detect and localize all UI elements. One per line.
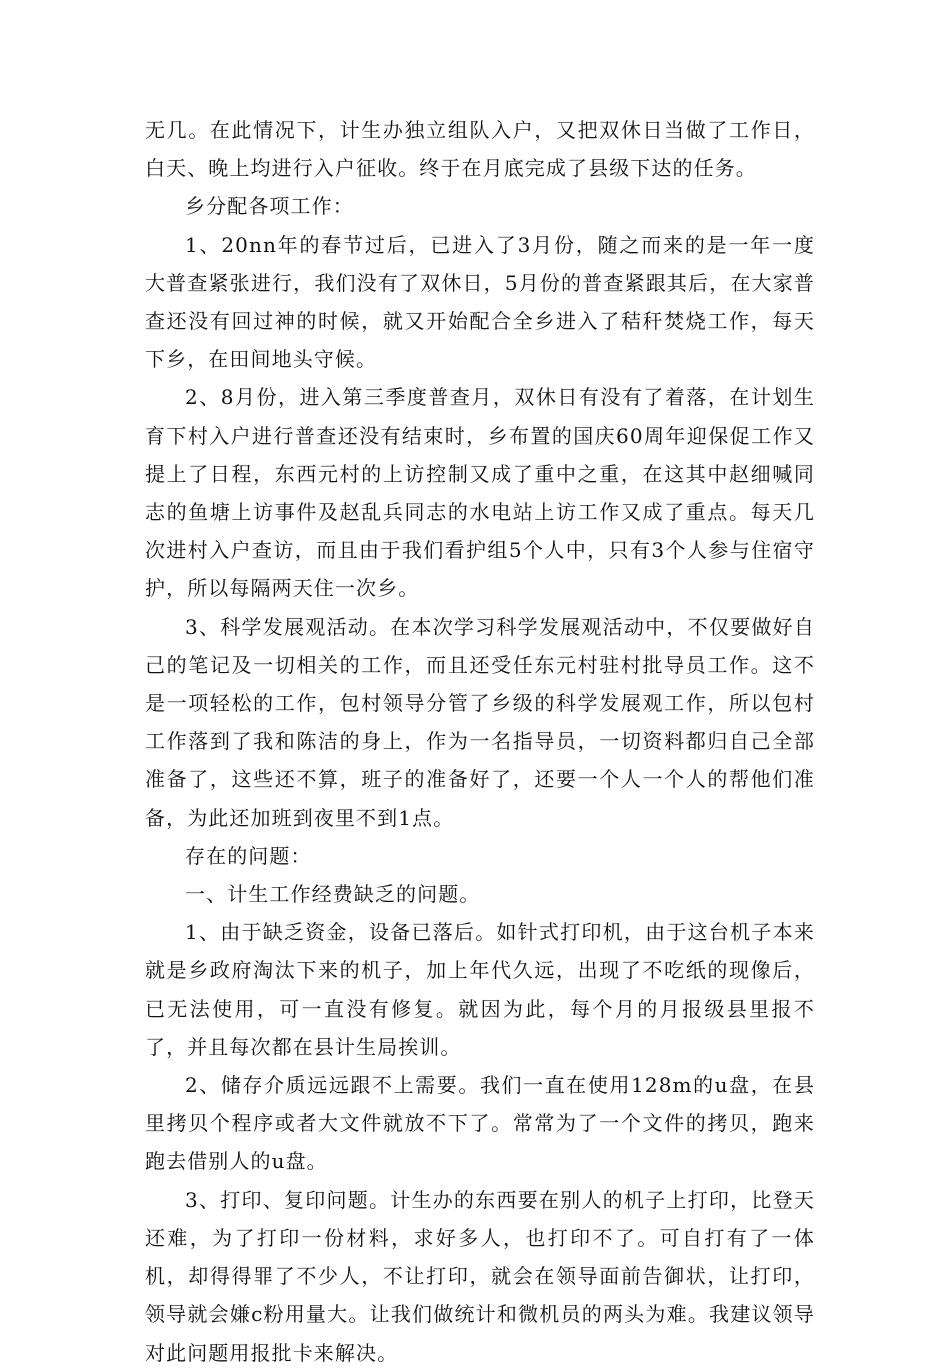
paragraph-item-scientific-development: 3、科学发展观活动。在本次学习科学发展观活动中，不仅要做好自己的笔记及一切相关的工作，而且还受任东元村驻村批导员工作。这不是一项轻松的工作，包村领导分管了乡级的科学发展观工作，所以包村工作落到了我和陈洁的身上，作为一名指导员，一切资料都归自己全部准备了，这些还不算，班子的准备好了，还要一个人一个人的帮他们准备，为此还加班到夜里不到1点。 xyxy=(145,614,815,830)
paragraph-item-storage: 2、储存介质远远跟不上需要。我们一直在使用128m的u盘，在县里拷贝个程序或者大文件就放不下了。常常为了一个文件的拷贝，跑来跑去借别人的u盘。 xyxy=(145,1073,815,1174)
paragraph-item-printing: 3、打印、复印问题。计生办的东西要在别人的机子上打印，比登天还难，为了打印一份材料，求好多人，也打印不了。可自打有了一体机，却得得罪了不少人，不让打印，就会在领导面前告御状，让打印，领导就会嫌c粉用量大。让我们做统计和微机员的两头为难。我建议领导对此问题用报批卡来解决。 xyxy=(145,1187,815,1365)
document-body xyxy=(145,111,815,1372)
subheading-funding-shortage: 一、计生工作经费缺乏的问题。 xyxy=(185,882,481,907)
section-heading-problems: 存在的问题： xyxy=(185,843,312,868)
paragraph-continuation: 无几。在此情况下，计生办独立组队入户，又把双休日当做了工作日，白天、晚上均进行入户征收。终于在月底完成了县级下达的任务。 xyxy=(145,118,815,181)
paragraph-item-spring-census: 1、20nn年的春节过后，已进入了3月份，随之而来的是一年一度大普查紧张进行，我们没有了双休日，5月份的普查紧跟其后，在大家普查还没有回过神的时候，就又开始配合全乡进入了秸秆焚烧工作，每天下乡，在田间地头守候。 xyxy=(145,232,815,372)
paragraph-item-third-quarter: 2、8月份，进入第三季度普查月，双休日有没有了着落，在计划生育下村入户进行普查还没有结束时，乡布置的国庆60周年迎保促工作又提上了日程，东西元村的上访控制又成了重中之重，在这其中赵细喊同志的鱼塘上访事件及赵乱兵同志的水电站上访工作又成了重点。每天几次进村入户查访，而且由于我们看护组5个人中，只有3个人参与住宿守护，所以每隔两天住一次乡。 xyxy=(145,385,815,601)
section-heading-township-work: 乡分配各项工作： xyxy=(185,194,354,219)
paragraph-item-equipment: 1、由于缺乏资金，设备已落后。如针式打印机，由于这台机子本来就是乡政府淘汰下来的机子，加上年代久远，出现了不吃纸的现像后，已无法使用，可一直没有修复。就因为此，每个月的月报级县里报不了，并且每次都在县计生局挨训。 xyxy=(145,920,815,1059)
